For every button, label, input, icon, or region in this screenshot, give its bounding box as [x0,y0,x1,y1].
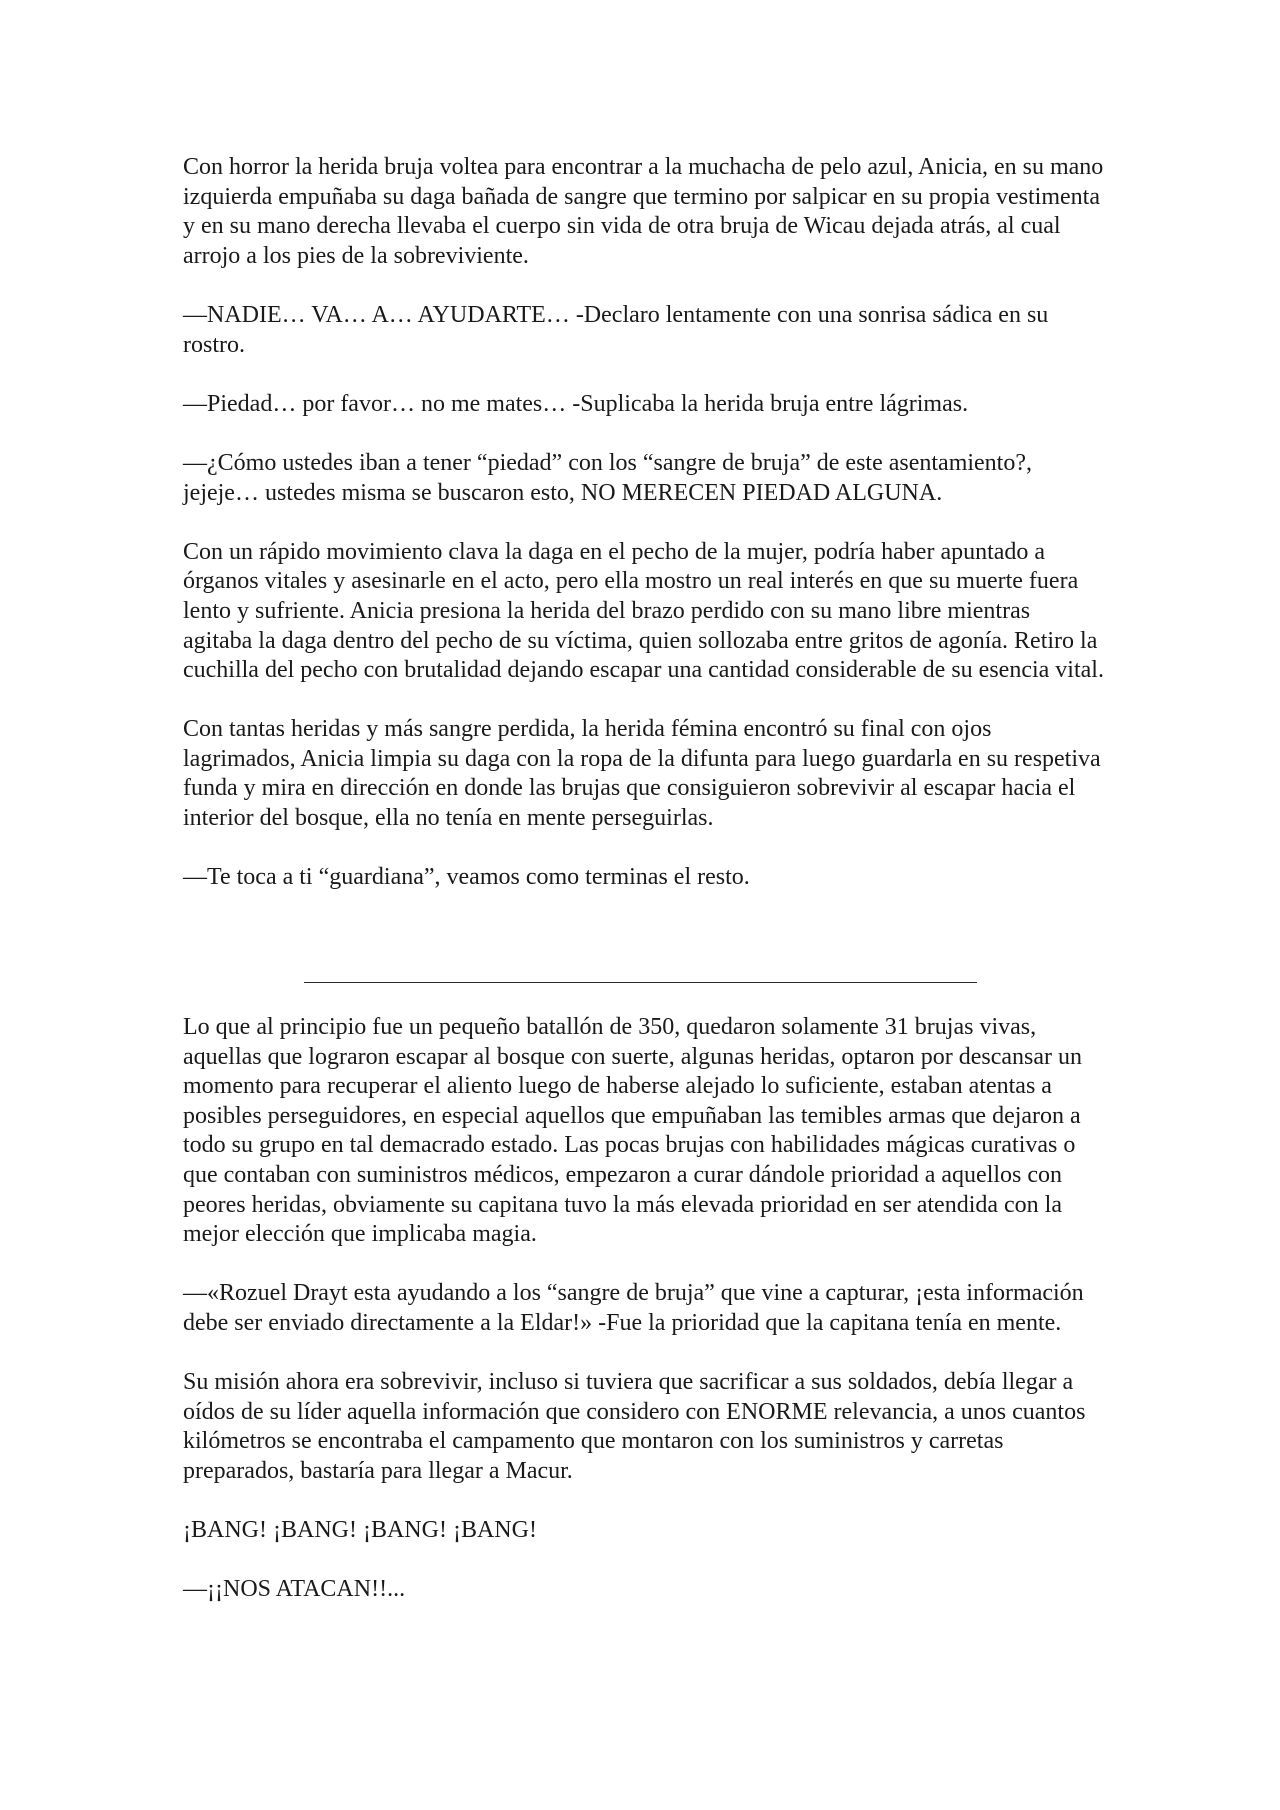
section-2 [183,1013,1105,1605]
section-divider [304,982,977,983]
paragraph: Su misión ahora era sobrevivir, incluso si tuviera que sacrificar a sus soldados, debía llegar a oídos de su líder aquella información que considero con ENORME relevancia, a unos cuantos kilómetros se encontraba el campamento que montaron con los suministros y carretas preparados, bastaría para llegar a Macur. [183,1369,1086,1484]
paragraph: Con tantas heridas y más sangre perdida, la herida fémina encontró su final con ojos lagrimados, Anicia limpia su daga con la ropa de la difunta para luego guardarla en su respetiva funda y mira en dirección en donde las brujas que consiguieron sobrevivir al escapar hacia el interior del bosque, ella no tenía en mente perseguirlas. [183,716,1101,832]
sound-effect-line: ¡BANG! ¡BANG! ¡BANG! ¡BANG! [183,1517,537,1544]
section-1 [183,153,1105,893]
dialogue-line: —Piedad… por favor… no me mates… -Suplicaba la herida bruja entre lágrimas. [183,390,969,417]
paragraph: Con horror la herida bruja voltea para encontrar a la muchacha de pelo azul, Anicia, en su mano izquierda empuñaba su daga bañada de sangre que termino por salpicar en su propia vestimenta y en su mano derecha llevaba el cuerpo sin vida de otra bruja de Wicau dejada atrás, al cual arrojo a los pies de la sobreviviente. [183,154,1104,269]
paragraph: Lo que al principio fue un pequeño batallón de 350, quedaron solamente 31 brujas vivas, aquellas que lograron escapar al bosque con suerte, algunas heridas, optaron por descansar un momento para recuperar el aliento luego de haberse alejado lo suficiente, estaban atentas a posibles perseguidores, en especial aquellos que empuñaban las temibles armas que dejaron a todo su grupo en tal demacrado estado. Las pocas brujas con habilidades mágicas curativas o que contaban con suministros médicos, empezaron a curar dándole prioridad a aquellos con peores heridas, obviamente su capitana tuvo la más elevada prioridad en ser atendida con la mejor elección que implicaba magia. [183,1014,1083,1248]
dialogue-line: —«Rozuel Drayt esta ayudando a los “sangre de bruja” que vine a capturar, ¡esta información debe ser enviado directamente a la Eldar!» -Fue la prioridad que la capitana tenía en mente. [183,1280,1084,1336]
dialogue-line: —Te toca a ti “guardiana”, veamos como terminas el resto. [183,864,750,891]
dialogue-line: —¡¡NOS ATACAN!!... [183,1576,406,1603]
dialogue-line: —¿Cómo ustedes iban a tener “piedad” con los “sangre de bruja” de este asentamiento?, jejeje… ustedes misma se buscaron esto, NO MERECEN PIEDAD ALGUNA. [183,449,1032,506]
paragraph: Con un rápido movimiento clava la daga en el pecho de la mujer, podría haber apuntado a órganos vitales y asesinarle en el acto, pero ella mostro un real interés en que su muerte fuera lento y sufriente. Anicia presiona la herida del brazo perdido con su mano libre mientras agitaba la daga dentro del pecho de su víctima, quien sollozaba entre gritos de agonía. Retiro la cuchilla del pecho con brutalidad dejando escapar una cantidad considerable de su esencia vital. [183,538,1104,684]
dialogue-line: —NADIE… VA… A… AYUDARTE… -Declaro lentamente con una sonrisa sádica en su rostro. [183,301,1049,358]
